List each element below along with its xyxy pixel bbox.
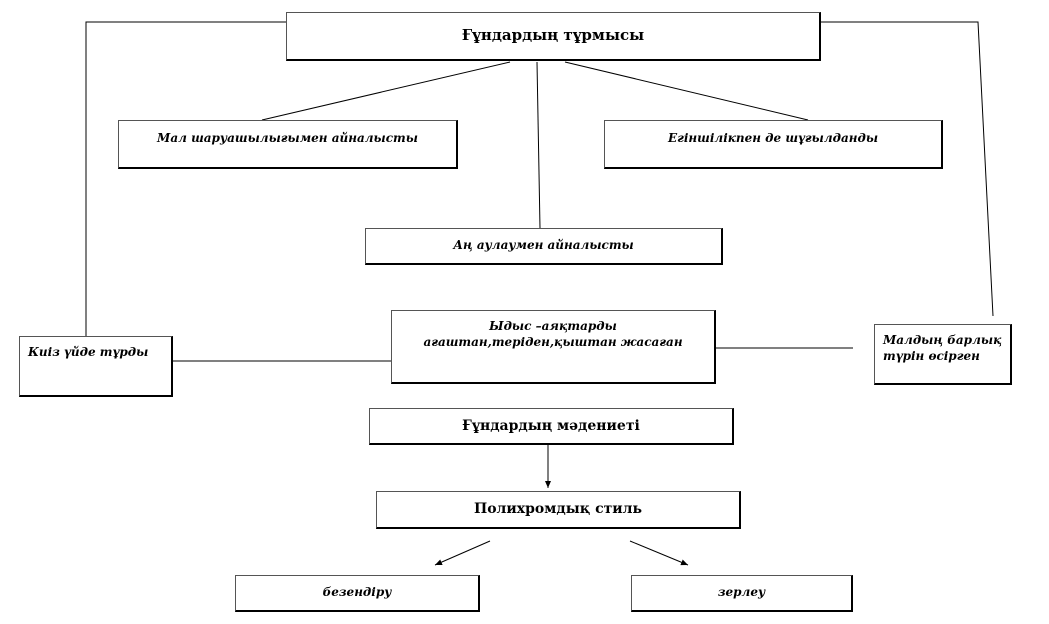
node-all-livestock	[874, 324, 1012, 385]
node-yurt	[19, 336, 173, 397]
arrow-polychrome-ornament	[630, 541, 688, 565]
title-box	[286, 12, 821, 61]
node-all-livestock-label: Малдың барлық түрін өсірген	[883, 333, 1002, 363]
node-farming-label: Егіншілікпен де шұғылданды	[667, 131, 879, 145]
link-title-all-livestock	[820, 22, 993, 316]
node-hunting-label: Аң аулаумен айналысты	[453, 238, 634, 253]
node-yurt-label: Киіз үйде тұрды	[28, 345, 149, 359]
node-culture-label: Ғұндардың мәдениеті	[462, 417, 640, 434]
node-ornament	[631, 575, 853, 612]
node-livestock-label: Мал шаруашылығымен айналысты	[157, 131, 418, 145]
node-decoration-label: безендіру	[322, 585, 392, 600]
node-hunting	[365, 228, 723, 265]
link-title-yurt	[86, 22, 287, 336]
node-decoration	[235, 575, 480, 612]
node-vessels-label: Ыдыс –аяқтарды ағаштан,теріден,қыштан жасаған	[423, 319, 683, 349]
link-title-farming	[565, 62, 808, 120]
arrow-polychrome-decoration	[435, 541, 490, 565]
node-culture	[369, 408, 734, 445]
node-vessels	[391, 310, 716, 384]
title-label: Ғұндардың тұрмысы	[461, 26, 645, 45]
link-title-livestock	[262, 62, 510, 120]
node-farming	[604, 120, 943, 169]
node-ornament-label: зерлеу	[717, 585, 766, 600]
node-polychrome	[376, 491, 741, 529]
node-livestock	[118, 120, 458, 169]
link-title-hunting	[537, 62, 540, 228]
node-polychrome-label: Полихромдық стиль	[473, 501, 643, 518]
